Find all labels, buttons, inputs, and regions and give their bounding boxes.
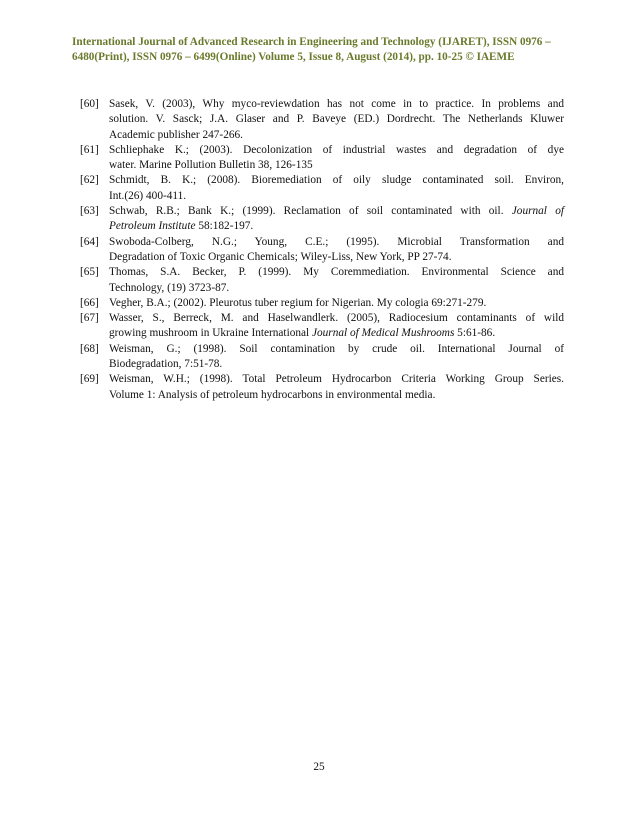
reference-line: Degradation of Toxic Organic Chemicals; Wiley-Liss, New York, PP 27-74. xyxy=(109,250,452,263)
reference-line xyxy=(109,204,564,219)
reference-number: [61] xyxy=(80,143,99,156)
reference-line: Thomas, S.A. Becker, P. (1999). My Coremmediation. Environmental Science and xyxy=(109,266,564,279)
reference-line: Schliephake K.; (2003). Decolonization of industrial wastes and degradation of dye xyxy=(109,143,564,156)
reference-number: [69] xyxy=(80,373,99,386)
reference-item xyxy=(80,342,564,373)
reference-number: [63] xyxy=(80,205,99,218)
running-header xyxy=(72,35,566,65)
page-number: 25 xyxy=(313,761,325,773)
reference-list xyxy=(80,97,564,403)
reference-number: [64] xyxy=(80,235,99,248)
reference-line: Wasser, S., Berreck, M. and Haselwandlerk. (2005), Radiocesium contaminants of wild xyxy=(109,312,564,325)
reference-text: growing mushroom in Ukraine International xyxy=(109,327,312,340)
reference-item xyxy=(80,372,564,403)
reference-text: Schwab, R.B.; Bank K.; (1999). Reclamation of soil contaminated with oil. xyxy=(109,205,512,218)
reference-item xyxy=(80,97,564,143)
reference-number: [65] xyxy=(80,266,99,279)
reference-line: Academic publisher 247-266. xyxy=(109,128,243,141)
header-line-2: 6480(Print), ISSN 0976 – 6499(Online) Volume 5, Issue 8, August (2014), pp. 10-25 © IAEME xyxy=(72,51,515,63)
reference-line xyxy=(109,326,564,341)
reference-item xyxy=(80,173,564,204)
reference-line: water. Marine Pollution Bulletin 38, 126-135 xyxy=(109,159,313,172)
reference-line: Swoboda-Colberg, N.G.; Young, C.E.; (1995). Microbial Transformation and xyxy=(109,235,564,248)
reference-item xyxy=(80,204,564,235)
reference-line: Sasek, V. (2003), Why myco-reviewdation has not come in to practice. In problems and xyxy=(109,98,564,110)
header-line-1: International Journal of Advanced Research in Engineering and Technology (IJARET), ISSN 0976 – xyxy=(72,36,551,48)
reference-item xyxy=(80,143,564,174)
reference-line: Volume 1: Analysis of petroleum hydrocarbons in environmental media. xyxy=(109,388,436,401)
reference-number: [62] xyxy=(80,174,99,187)
reference-item xyxy=(80,235,564,266)
reference-line xyxy=(109,219,564,234)
reference-line: Biodegradation, 7:51-78. xyxy=(109,358,223,371)
reference-text: 58:182-197. xyxy=(195,220,254,233)
journal-title: Journal of xyxy=(511,205,564,218)
reference-number: [67] xyxy=(80,312,99,325)
journal-title: Petroleum Institute xyxy=(109,220,196,233)
reference-line: solution. V. Sasck; J.A. Glaser and P. Baveye (ED.) Dordrecht. The Netherlands Kluwer xyxy=(109,113,564,126)
reference-line: Vegher, B.A.; (2002). Pleurotus tuber regium for Nigerian. My cologia 69:271-279. xyxy=(109,296,487,309)
reference-line: Schmidt, B. K.; (2008). Bioremediation of oily sludge contaminated soil. Environ, xyxy=(109,174,564,187)
reference-line: Weisman, W.H.; (1998). Total Petroleum Hydrocarbon Criteria Working Group Series. xyxy=(109,373,564,386)
reference-item xyxy=(80,311,564,342)
reference-line: Technology, (19) 3723-87. xyxy=(109,281,230,294)
reference-item xyxy=(80,265,564,296)
reference-line: Weisman, G.; (1998). Soil contamination by crude oil. International Journal of xyxy=(109,342,564,355)
reference-text: 5:61-86. xyxy=(454,327,496,340)
reference-line: Int.(26) 400-411. xyxy=(109,189,187,202)
reference-number: [68] xyxy=(80,342,99,355)
journal-title: Journal of Medical Mushrooms xyxy=(312,327,455,340)
reference-number: [60] xyxy=(80,98,99,110)
reference-number: [66] xyxy=(80,296,99,309)
reference-item xyxy=(80,296,564,311)
